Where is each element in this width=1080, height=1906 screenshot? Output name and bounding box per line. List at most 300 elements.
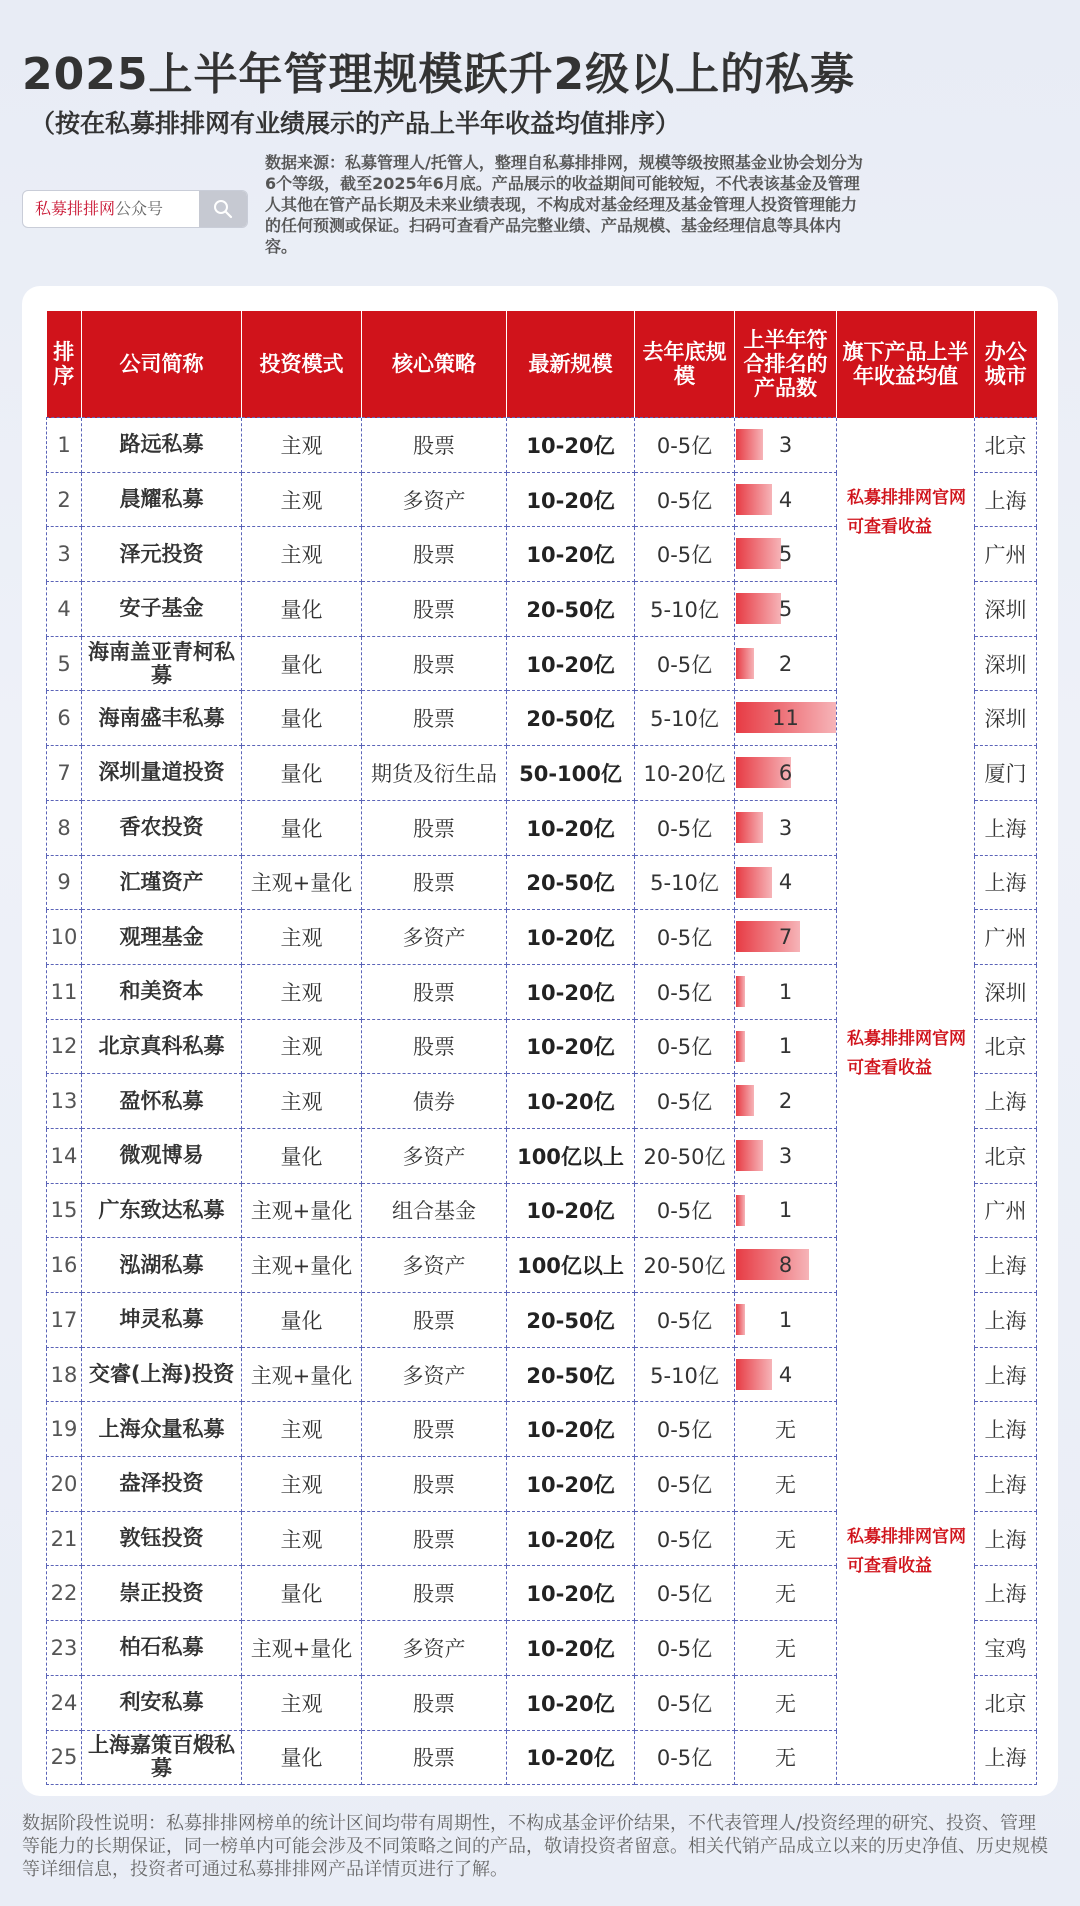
avg-return-cell	[837, 855, 975, 910]
office-city-cell: 上海	[975, 472, 1037, 527]
office-city-cell: 深圳	[975, 964, 1037, 1019]
company-name-cell: 盈怀私募	[82, 1074, 242, 1129]
invest-mode-cell: 主观	[242, 1511, 362, 1566]
rank-cell: 7	[47, 746, 82, 801]
header-strategy: 核心策略	[362, 311, 507, 418]
product-count-cell	[735, 527, 837, 582]
company-name-cell: 利安私募	[82, 1675, 242, 1730]
avg-return-cell	[837, 910, 975, 965]
latest-scale-cell: 10-20亿	[507, 1730, 635, 1785]
table-row	[47, 1347, 1037, 1402]
count-value: 无	[775, 1746, 796, 1771]
latest-scale-cell: 10-20亿	[507, 1457, 635, 1512]
invest-mode-cell: 主观+量化	[242, 1347, 362, 1402]
company-name-cell: 敦钰投资	[82, 1511, 242, 1566]
company-name-cell: 微观博易	[82, 1128, 242, 1183]
company-name-cell: 崇正投资	[82, 1566, 242, 1621]
prev-scale-cell: 0-5亿	[635, 636, 735, 691]
count-value: 无	[775, 1472, 796, 1497]
company-name-cell: 北京真科私募	[82, 1019, 242, 1074]
company-name-cell: 香农投资	[82, 800, 242, 855]
count-bar	[736, 1359, 772, 1390]
table-row	[47, 1402, 1037, 1457]
count-value: 7	[778, 925, 793, 950]
office-city-cell: 深圳	[975, 691, 1037, 746]
strategy-cell: 股票	[362, 1730, 507, 1785]
latest-scale-cell: 50-100亿	[507, 746, 635, 801]
count-bar	[736, 1140, 763, 1171]
table-row	[47, 1730, 1037, 1785]
product-count-cell	[735, 472, 837, 527]
avg-return-cell	[837, 1183, 975, 1238]
product-count-cell	[735, 1293, 837, 1348]
office-city-cell: 北京	[975, 1675, 1037, 1730]
table-row	[47, 964, 1037, 1019]
prev-scale-cell: 0-5亿	[635, 1402, 735, 1457]
invest-mode-cell: 量化	[242, 800, 362, 855]
table-row	[47, 800, 1037, 855]
rank-cell: 24	[47, 1675, 82, 1730]
product-count-cell	[735, 1128, 837, 1183]
company-name-cell: 盎泽投资	[82, 1457, 242, 1512]
office-city-cell: 广州	[975, 1183, 1037, 1238]
office-city-cell: 北京	[975, 418, 1037, 473]
prev-scale-cell: 0-5亿	[635, 1457, 735, 1512]
prev-scale-cell: 0-5亿	[635, 800, 735, 855]
product-count-cell	[735, 1730, 837, 1785]
strategy-cell: 股票	[362, 582, 507, 637]
office-city-cell: 宝鸡	[975, 1621, 1037, 1676]
count-value: 无	[775, 1418, 796, 1443]
table-row	[47, 1183, 1037, 1238]
company-name-cell: 海南盛丰私募	[82, 691, 242, 746]
rank-cell: 19	[47, 1402, 82, 1457]
count-value: 无	[775, 1691, 796, 1716]
strategy-cell: 多资产	[362, 1128, 507, 1183]
product-count-cell	[735, 855, 837, 910]
table-row	[47, 1019, 1037, 1074]
prev-scale-cell: 0-5亿	[635, 1730, 735, 1785]
strategy-cell: 多资产	[362, 1238, 507, 1293]
rank-cell: 15	[47, 1183, 82, 1238]
prev-scale-cell: 0-5亿	[635, 1074, 735, 1129]
prev-scale-cell: 0-5亿	[635, 1675, 735, 1730]
count-value: 3	[778, 432, 793, 457]
product-count-cell	[735, 800, 837, 855]
company-name-cell: 泓湖私募	[82, 1238, 242, 1293]
product-count-cell	[735, 1675, 837, 1730]
avg-return-cell	[837, 964, 975, 1019]
product-count-cell	[735, 910, 837, 965]
count-bar	[736, 1304, 745, 1335]
avg-return-cell	[837, 1730, 975, 1785]
count-value: 5	[778, 596, 793, 621]
latest-scale-cell: 10-20亿	[507, 1074, 635, 1129]
prev-scale-cell: 0-5亿	[635, 1183, 735, 1238]
search-box[interactable]	[22, 190, 248, 228]
count-value: 1	[778, 1034, 793, 1059]
rank-cell: 9	[47, 855, 82, 910]
count-value: 1	[778, 1307, 793, 1332]
avg-return-note[interactable]: 私募排排网官网可查看收益	[847, 1029, 966, 1079]
strategy-cell: 股票	[362, 964, 507, 1019]
latest-scale-cell: 10-20亿	[507, 1511, 635, 1566]
avg-return-cell	[837, 472, 975, 538]
strategy-cell: 股票	[362, 1293, 507, 1348]
latest-scale-cell: 20-50亿	[507, 1293, 635, 1348]
rank-cell: 14	[47, 1128, 82, 1183]
office-city-cell: 上海	[975, 1457, 1037, 1512]
count-value: 5	[778, 542, 793, 567]
strategy-cell: 股票	[362, 1566, 507, 1621]
rank-cell: 3	[47, 527, 82, 582]
office-city-cell: 北京	[975, 1128, 1037, 1183]
prev-scale-cell: 20-50亿	[635, 1238, 735, 1293]
latest-scale-cell: 10-20亿	[507, 910, 635, 965]
rank-cell: 1	[47, 418, 82, 473]
invest-mode-cell: 主观	[242, 418, 362, 473]
count-value: 无	[775, 1582, 796, 1607]
company-name-cell: 上海众量私募	[82, 1402, 242, 1457]
latest-scale-cell: 10-20亿	[507, 636, 635, 691]
latest-scale-cell: 20-50亿	[507, 582, 635, 637]
rank-cell: 8	[47, 800, 82, 855]
table-row	[47, 910, 1037, 965]
count-bar	[736, 1195, 745, 1226]
header-prev-scale: 去年底规模	[635, 311, 735, 418]
strategy-cell: 股票	[362, 855, 507, 910]
header-scale: 最新规模	[507, 311, 635, 418]
count-value: 无	[775, 1636, 796, 1661]
table-row	[47, 855, 1037, 910]
company-name-cell: 交睿(上海)投资	[82, 1347, 242, 1402]
company-name-cell: 路远私募	[82, 418, 242, 473]
avg-return-cell	[837, 800, 975, 855]
ranking-table	[46, 311, 1037, 1785]
count-bar	[736, 538, 781, 569]
search-icon	[213, 199, 233, 219]
rank-cell: 10	[47, 910, 82, 965]
prev-scale-cell: 0-5亿	[635, 910, 735, 965]
invest-mode-cell: 主观	[242, 1457, 362, 1512]
product-count-cell	[735, 1019, 837, 1074]
table-row	[47, 1238, 1037, 1293]
count-bar	[736, 484, 772, 515]
rank-cell: 6	[47, 691, 82, 746]
table-row	[47, 582, 1037, 637]
rank-cell: 5	[47, 636, 82, 691]
rank-cell: 25	[47, 1730, 82, 1785]
invest-mode-cell: 主观+量化	[242, 1238, 362, 1293]
avg-return-cell	[837, 1675, 975, 1730]
invest-mode-cell: 主观	[242, 527, 362, 582]
header-count: 上半年符合排名的产品数	[735, 311, 837, 418]
table-row	[47, 746, 1037, 801]
product-count-cell	[735, 1347, 837, 1402]
table-header	[47, 311, 1037, 418]
invest-mode-cell: 量化	[242, 691, 362, 746]
table-row	[47, 1621, 1037, 1676]
search-suffix: 公众号	[115, 199, 164, 218]
prev-scale-cell: 0-5亿	[635, 1019, 735, 1074]
office-city-cell: 上海	[975, 1402, 1037, 1457]
count-value: 3	[778, 1143, 793, 1168]
count-value: 4	[778, 1362, 793, 1387]
avg-return-cell	[837, 1238, 975, 1293]
strategy-cell: 股票	[362, 418, 507, 473]
avg-return-cell	[837, 1621, 975, 1676]
prev-scale-cell: 5-10亿	[635, 855, 735, 910]
latest-scale-cell: 10-20亿	[507, 800, 635, 855]
company-name-cell: 深圳量道投资	[82, 746, 242, 801]
invest-mode-cell: 量化	[242, 582, 362, 637]
invest-mode-cell: 主观	[242, 1675, 362, 1730]
prev-scale-cell: 0-5亿	[635, 1566, 735, 1621]
latest-scale-cell: 10-20亿	[507, 418, 635, 473]
office-city-cell: 上海	[975, 1238, 1037, 1293]
office-city-cell: 上海	[975, 1511, 1037, 1566]
count-value: 4	[778, 487, 793, 512]
invest-mode-cell: 量化	[242, 746, 362, 801]
office-city-cell: 上海	[975, 1730, 1037, 1785]
company-name-cell: 晨耀私募	[82, 472, 242, 527]
strategy-cell: 多资产	[362, 1621, 507, 1676]
table-row	[47, 1128, 1037, 1183]
invest-mode-cell: 主观+量化	[242, 1183, 362, 1238]
latest-scale-cell: 20-50亿	[507, 855, 635, 910]
rank-cell: 2	[47, 472, 82, 527]
invest-mode-cell: 主观+量化	[242, 1621, 362, 1676]
count-value: 2	[778, 1089, 793, 1114]
product-count-cell	[735, 1074, 837, 1129]
company-name-cell: 汇瑾资产	[82, 855, 242, 910]
product-count-cell	[735, 582, 837, 637]
avg-return-cell	[837, 1128, 975, 1183]
office-city-cell: 上海	[975, 1293, 1037, 1348]
avg-return-note[interactable]: 私募排排网官网可查看收益	[847, 488, 966, 538]
latest-scale-cell: 20-50亿	[507, 1347, 635, 1402]
product-count-cell	[735, 1183, 837, 1238]
office-city-cell: 深圳	[975, 636, 1037, 691]
office-city-cell: 上海	[975, 855, 1037, 910]
table-row	[47, 1511, 1037, 1566]
count-value: 3	[778, 815, 793, 840]
office-city-cell: 厦门	[975, 746, 1037, 801]
count-bar	[736, 593, 781, 624]
office-city-cell: 上海	[975, 1074, 1037, 1129]
avg-return-cell	[837, 1347, 975, 1402]
invest-mode-cell: 量化	[242, 636, 362, 691]
latest-scale-cell: 10-20亿	[507, 1019, 635, 1074]
strategy-cell: 股票	[362, 691, 507, 746]
office-city-cell: 上海	[975, 800, 1037, 855]
prev-scale-cell: 10-20亿	[635, 746, 735, 801]
invest-mode-cell: 量化	[242, 1293, 362, 1348]
avg-return-cell	[837, 1457, 975, 1512]
company-name-cell: 广东致达私募	[82, 1183, 242, 1238]
office-city-cell: 北京	[975, 1019, 1037, 1074]
rank-cell: 11	[47, 964, 82, 1019]
invest-mode-cell: 主观	[242, 472, 362, 527]
invest-mode-cell: 主观	[242, 964, 362, 1019]
rank-cell: 18	[47, 1347, 82, 1402]
count-value: 6	[778, 760, 793, 785]
header-city: 办公城市	[975, 311, 1037, 418]
strategy-cell: 多资产	[362, 910, 507, 965]
product-count-cell	[735, 746, 837, 801]
company-name-cell: 上海嘉策百煅私募	[82, 1730, 242, 1785]
avg-return-note[interactable]: 私募排排网官网可查看收益	[847, 1527, 966, 1577]
count-bar	[736, 1031, 745, 1062]
invest-mode-cell: 主观	[242, 1402, 362, 1457]
company-name-cell: 海南盖亚青柯私募	[82, 636, 242, 691]
footer-disclaimer: 数据阶段性说明：私募排排网榜单的统计区间均带有周期性，不构成基金评价结果，不代表管理人/投资经理的研究、投资、管理等能力的长期保证，同一榜单内可能会涉及不同策略之间的产品，敬请投资者留意。相关代销产品成立以来的历史净值、历史规模等详细信息，投资者可通过私募排排网产品详情页进行了解。	[22, 1813, 1048, 1880]
strategy-cell: 股票	[362, 1675, 507, 1730]
strategy-cell: 股票	[362, 1457, 507, 1512]
count-value: 11	[772, 706, 799, 731]
prev-scale-cell: 0-5亿	[635, 527, 735, 582]
strategy-cell: 多资产	[362, 472, 507, 527]
avg-return-cell	[837, 582, 975, 637]
prev-scale-cell: 0-5亿	[635, 1621, 735, 1676]
table-row	[47, 1675, 1037, 1730]
count-bar	[736, 1085, 754, 1116]
strategy-cell: 股票	[362, 800, 507, 855]
product-count-cell	[735, 1238, 837, 1293]
latest-scale-cell: 100亿以上	[507, 1238, 635, 1293]
header-name: 公司简称	[82, 311, 242, 418]
table-row	[47, 418, 1037, 473]
header-mode: 投资模式	[242, 311, 362, 418]
prev-scale-cell: 0-5亿	[635, 1511, 735, 1566]
company-name-cell: 柏石私募	[82, 1621, 242, 1676]
rank-cell: 21	[47, 1511, 82, 1566]
latest-scale-cell: 10-20亿	[507, 1621, 635, 1676]
prev-scale-cell: 0-5亿	[635, 418, 735, 473]
invest-mode-cell: 主观	[242, 1019, 362, 1074]
office-city-cell: 深圳	[975, 582, 1037, 637]
page-subtitle: （按在私募排排网有业绩展示的产品上半年收益均值排序）	[30, 109, 681, 138]
latest-scale-cell: 100亿以上	[507, 1128, 635, 1183]
header-avg: 旗下产品上半年收益均值	[837, 311, 975, 418]
product-count-cell	[735, 1621, 837, 1676]
table-row	[47, 636, 1037, 691]
avg-return-cell	[837, 746, 975, 801]
product-count-cell	[735, 964, 837, 1019]
strategy-cell: 股票	[362, 636, 507, 691]
count-bar	[736, 976, 745, 1007]
company-name-cell: 泽元投资	[82, 527, 242, 582]
source-note: 数据来源：私募管理人/托管人，整理自私募排排网，规模等级按照基金业协会划分为6个等级，截至2025年6月底。产品展示的收益期间可能较短，不代表该基金及管理人其他在管产品长期及未来业绩表现，不构成对基金经理及基金管理人投资管理能力的任何预测或保证。扫码可查看产品完整业绩、产品规模、基金经理信息等具体内容。	[265, 153, 863, 256]
rank-cell: 22	[47, 1566, 82, 1621]
prev-scale-cell: 20-50亿	[635, 1128, 735, 1183]
strategy-cell: 多资产	[362, 1347, 507, 1402]
office-city-cell: 广州	[975, 527, 1037, 582]
product-count-cell	[735, 1566, 837, 1621]
prev-scale-cell: 5-10亿	[635, 582, 735, 637]
strategy-cell: 期货及衍生品	[362, 746, 507, 801]
header-rank: 排序	[47, 311, 82, 418]
count-value: 4	[778, 870, 793, 895]
page-title: 2025上半年管理规模跃升2级以上的私募	[22, 49, 856, 100]
rank-cell: 17	[47, 1293, 82, 1348]
avg-return-cell	[837, 1293, 975, 1348]
count-bar	[736, 429, 763, 460]
invest-mode-cell: 主观	[242, 1074, 362, 1129]
latest-scale-cell: 10-20亿	[507, 1675, 635, 1730]
table-row	[47, 691, 1037, 746]
rank-cell: 23	[47, 1621, 82, 1676]
count-value: 8	[778, 1253, 793, 1278]
company-name-cell: 安子基金	[82, 582, 242, 637]
table-row	[47, 1293, 1037, 1348]
strategy-cell: 债券	[362, 1074, 507, 1129]
strategy-cell: 股票	[362, 1019, 507, 1074]
strategy-cell: 股票	[362, 527, 507, 582]
count-value: 1	[778, 979, 793, 1004]
rank-cell: 13	[47, 1074, 82, 1129]
latest-scale-cell: 10-20亿	[507, 1566, 635, 1621]
product-count-cell	[735, 691, 837, 746]
rank-cell: 4	[47, 582, 82, 637]
company-name-cell: 和美资本	[82, 964, 242, 1019]
product-count-cell	[735, 1402, 837, 1457]
rank-cell: 16	[47, 1238, 82, 1293]
avg-return-cell	[837, 636, 975, 691]
strategy-cell: 股票	[362, 1402, 507, 1457]
avg-return-cell	[837, 691, 975, 746]
office-city-cell: 上海	[975, 1566, 1037, 1621]
company-name-cell: 观理基金	[82, 910, 242, 965]
latest-scale-cell: 20-50亿	[507, 691, 635, 746]
invest-mode-cell: 量化	[242, 1566, 362, 1621]
count-bar	[736, 867, 772, 898]
latest-scale-cell: 10-20亿	[507, 1183, 635, 1238]
strategy-cell: 股票	[362, 1511, 507, 1566]
invest-mode-cell: 主观+量化	[242, 855, 362, 910]
prev-scale-cell: 0-5亿	[635, 964, 735, 1019]
invest-mode-cell: 量化	[242, 1730, 362, 1785]
product-count-cell	[735, 418, 837, 473]
prev-scale-cell: 5-10亿	[635, 691, 735, 746]
search-button[interactable]	[199, 191, 247, 227]
count-bar	[736, 1249, 809, 1280]
latest-scale-cell: 10-20亿	[507, 964, 635, 1019]
search-label	[23, 191, 199, 227]
rank-cell: 12	[47, 1019, 82, 1074]
office-city-cell: 广州	[975, 910, 1037, 965]
count-value: 2	[778, 651, 793, 676]
count-value: 无	[775, 1527, 796, 1552]
invest-mode-cell: 主观	[242, 910, 362, 965]
product-count-cell	[735, 1511, 837, 1566]
rank-cell: 20	[47, 1457, 82, 1512]
invest-mode-cell: 量化	[242, 1128, 362, 1183]
table-row	[47, 1457, 1037, 1512]
product-count-cell	[735, 636, 837, 691]
avg-return-cell	[837, 1019, 975, 1079]
latest-scale-cell: 10-20亿	[507, 1402, 635, 1457]
latest-scale-cell: 10-20亿	[507, 472, 635, 527]
prev-scale-cell: 5-10亿	[635, 1347, 735, 1402]
avg-return-cell	[837, 1402, 975, 1457]
table-row	[47, 472, 1037, 527]
company-name-cell: 坤灵私募	[82, 1293, 242, 1348]
avg-return-cell	[837, 418, 975, 473]
avg-return-cell	[837, 1511, 975, 1577]
count-bar	[736, 812, 763, 843]
count-bar	[736, 648, 754, 679]
